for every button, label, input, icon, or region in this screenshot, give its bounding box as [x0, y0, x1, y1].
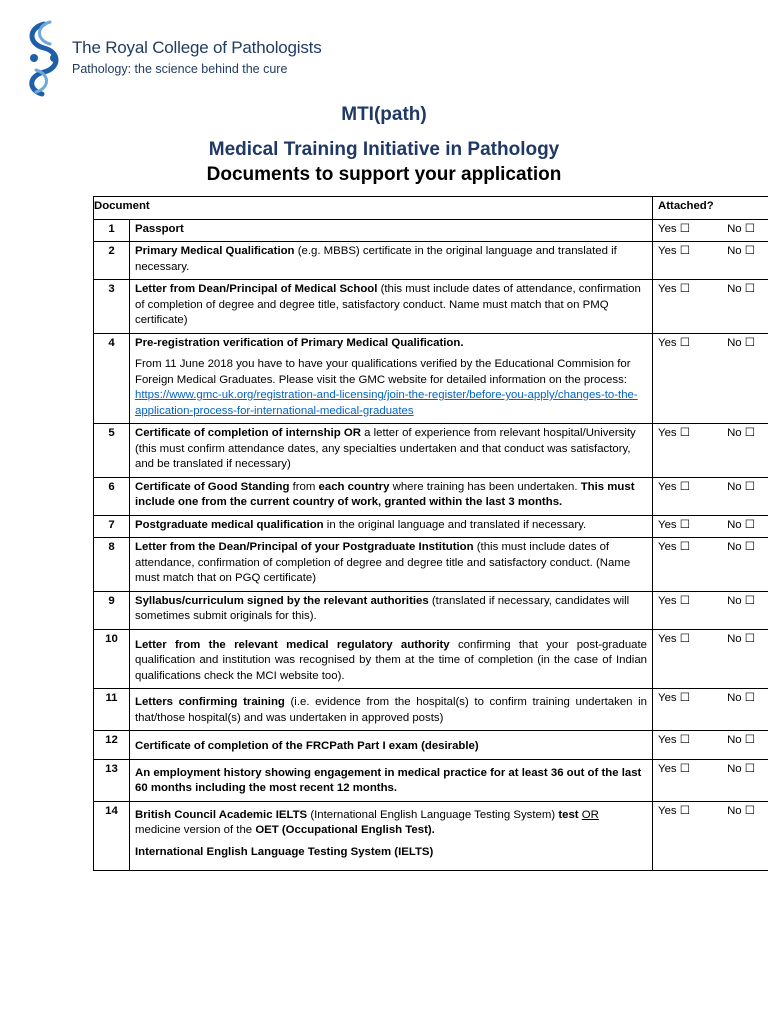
table-header-row [94, 197, 768, 220]
page-title: MTI(path) [341, 104, 427, 125]
document-title: Certificate of Good Standing [135, 480, 290, 493]
row-number: 12 [94, 731, 130, 760]
attached-cell [653, 731, 768, 760]
yes-checkbox[interactable]: Yes ☐ [658, 518, 690, 531]
or-separator: OR [581, 808, 599, 821]
logo-emblem-icon [20, 18, 68, 98]
table-row [94, 689, 768, 731]
document-subheading: International English Language Testing System (IELTS) [135, 845, 434, 858]
yes-checkbox[interactable]: Yes ☐ [658, 427, 690, 439]
document-details: (this must include dates of attendance, confirmation of completion of degree and degree title and satisfactory conduct. (Name must match that on PGQ certificate) [135, 541, 631, 584]
document-details: (i.e. evidence from the hospital(s) to confirm training undertaken in that/those hospital(s) and was undertaken in approved posts) [135, 696, 648, 724]
table-row [94, 731, 768, 760]
attached-cell [653, 759, 768, 801]
attached-cell [653, 591, 768, 629]
no-checkbox[interactable]: No ☐ [727, 541, 756, 553]
table-row [94, 801, 768, 871]
document-details: (e.g. MBBS) certificate in the original language and translated if necessary. [135, 245, 617, 273]
page-heading: Documents to support your application [206, 164, 562, 185]
document-description [130, 424, 653, 478]
college-logo [20, 18, 320, 98]
document-description [130, 629, 653, 689]
document-title: Letter from the Dean/Principal of your Postgraduate Institution [135, 541, 474, 553]
row-number: 6 [94, 477, 130, 515]
no-checkbox[interactable]: No ☐ [727, 245, 756, 257]
document-details: from [289, 480, 319, 493]
yes-checkbox[interactable]: Yes ☐ [658, 541, 690, 553]
no-checkbox[interactable]: No ☐ [727, 222, 756, 235]
document-title: Pre-registration verification of Primary Medical Qualification. [135, 336, 464, 349]
table-row [94, 538, 768, 592]
logo-title: The Royal College of Pathologists [72, 38, 322, 57]
no-checkbox[interactable]: No ☐ [727, 632, 756, 645]
document-details: medicine version of the [135, 824, 256, 836]
table-row [94, 477, 768, 515]
yes-checkbox[interactable]: Yes ☐ [658, 762, 690, 775]
document-title: Certificate of completion of internship OR [135, 427, 361, 439]
table-row [94, 219, 768, 242]
document-title: Postgraduate medical qualification [135, 518, 324, 531]
no-checkbox[interactable]: No ☐ [727, 336, 756, 349]
yes-checkbox[interactable]: Yes ☐ [658, 222, 690, 235]
document-description [130, 731, 653, 760]
document-alternative: OET (Occupational English Test). [255, 824, 435, 836]
attached-cell [653, 280, 768, 334]
yes-checkbox[interactable]: Yes ☐ [658, 283, 690, 295]
table-row [94, 759, 768, 801]
document-details: in the original language and translated if necessary. [323, 518, 587, 531]
row-number: 3 [94, 280, 130, 334]
document-title: Passport [135, 222, 184, 235]
document-description [130, 280, 653, 334]
document-description [130, 689, 653, 731]
attached-cell [653, 242, 768, 280]
gmc-link[interactable]: https://www.gmc-uk.org/registration-and-licensing/join-the-register/before-you-apply/changes-to-the-application-process-for-international-medical-graduates [135, 389, 638, 417]
yes-checkbox[interactable]: Yes ☐ [658, 632, 690, 645]
table-row [94, 242, 768, 280]
no-checkbox[interactable]: No ☐ [727, 283, 756, 295]
attached-cell [653, 424, 768, 478]
table-row [94, 424, 768, 478]
document-title: An employment history showing engagement in medical practice for at least 36 out of the last 60 months including the most recent 12 months. [135, 766, 642, 794]
table-row [94, 629, 768, 689]
document-description [130, 801, 653, 871]
document-description [130, 515, 653, 538]
document-title: Letters confirming training [135, 696, 285, 708]
yes-checkbox[interactable]: Yes ☐ [658, 245, 690, 257]
attached-cell [653, 629, 768, 689]
document-title: British Council Academic IELTS [135, 808, 308, 821]
document-details: a letter of experience from relevant hospital/University (this must confirm attendance dates, any specialties undertaken and that conduct was satisfactory, and be translated if necessary) [135, 427, 636, 470]
column-header-document: Document [94, 197, 653, 220]
document-details-text: From 11 June 2018 you have to have your qualifications verified by the Educational Commision for Foreign Medical Graduates. Please visit the GMC website for detailed information on the process: [135, 358, 631, 386]
table-row [94, 280, 768, 334]
attached-cell [653, 689, 768, 731]
no-checkbox[interactable]: No ☐ [727, 762, 756, 775]
document-title: Syllabus/curriculum signed by the relevant authorities [135, 594, 429, 607]
yes-checkbox[interactable]: Yes ☐ [658, 594, 690, 607]
no-checkbox[interactable]: No ☐ [727, 734, 756, 746]
no-checkbox[interactable]: No ☐ [727, 518, 756, 531]
column-header-attached: Attached? [653, 197, 768, 220]
row-number: 4 [94, 333, 130, 424]
attached-cell [653, 515, 768, 538]
document-details [135, 357, 647, 419]
no-checkbox[interactable]: No ☐ [727, 480, 756, 493]
attached-cell [653, 538, 768, 592]
document-details: confirming that your post-graduate qualification and institution was recognised by them at the time of completion (in the case of Indian qualifications check the MCI website too). [135, 638, 648, 682]
yes-checkbox[interactable]: Yes ☐ [658, 734, 690, 746]
document-details: (this must include dates of attendance, confirmation of completion of degree and degree title, satisfactory conduct. Name must match that on PMQ certificate) [135, 283, 641, 326]
no-checkbox[interactable]: No ☐ [727, 692, 756, 704]
attached-cell [653, 801, 768, 871]
no-checkbox[interactable]: No ☐ [727, 804, 756, 817]
row-number: 14 [94, 801, 130, 871]
document-description [130, 477, 653, 515]
table-row [94, 333, 768, 424]
document-emphasis: each country [318, 480, 390, 493]
document-emphasis: test [558, 808, 579, 821]
document-description [130, 591, 653, 629]
yes-checkbox[interactable]: Yes ☐ [658, 692, 690, 704]
document-details: (translated if necessary, candidates will sometimes submit originals for this). [135, 594, 630, 622]
document-details: (International English Language Testing System) [307, 808, 559, 821]
document-details: where training has been undertaken. [389, 480, 581, 493]
page-subtitle: Medical Training Initiative in Pathology [208, 139, 560, 160]
no-checkbox[interactable]: No ☐ [727, 594, 756, 607]
no-checkbox[interactable]: No ☐ [727, 427, 756, 439]
yes-checkbox[interactable]: Yes ☐ [658, 804, 690, 817]
table-row [94, 591, 768, 629]
documents-table [93, 196, 768, 871]
yes-checkbox[interactable]: Yes ☐ [658, 480, 690, 493]
row-number: 5 [94, 424, 130, 478]
table-row [94, 515, 768, 538]
document-description [130, 242, 653, 280]
attached-cell [653, 333, 768, 424]
logo-tagline: Pathology: the science behind the cure [72, 62, 288, 76]
row-number: 8 [94, 538, 130, 592]
document-description [130, 538, 653, 592]
row-number: 13 [94, 759, 130, 801]
attached-cell [653, 219, 768, 242]
yes-checkbox[interactable]: Yes ☐ [658, 336, 690, 349]
document-description [130, 333, 653, 424]
row-number: 1 [94, 219, 130, 242]
row-number: 10 [94, 629, 130, 689]
row-number: 11 [94, 689, 130, 731]
document-description [130, 219, 653, 242]
document-description [130, 759, 653, 801]
document-title: Letter from Dean/Principal of Medical School [135, 283, 378, 295]
document-title: Primary Medical Qualification [135, 245, 295, 257]
document-requirement: This must include one from the current country of work, granted within the last 3 months. [135, 480, 635, 508]
row-number: 7 [94, 515, 130, 538]
row-number: 2 [94, 242, 130, 280]
document-title: Certificate of completion of the FRCPath Part I exam (desirable) [135, 740, 479, 752]
attached-cell [653, 477, 768, 515]
row-number: 9 [94, 591, 130, 629]
document-title: Letter from the relevant medical regulatory authority [135, 638, 450, 651]
